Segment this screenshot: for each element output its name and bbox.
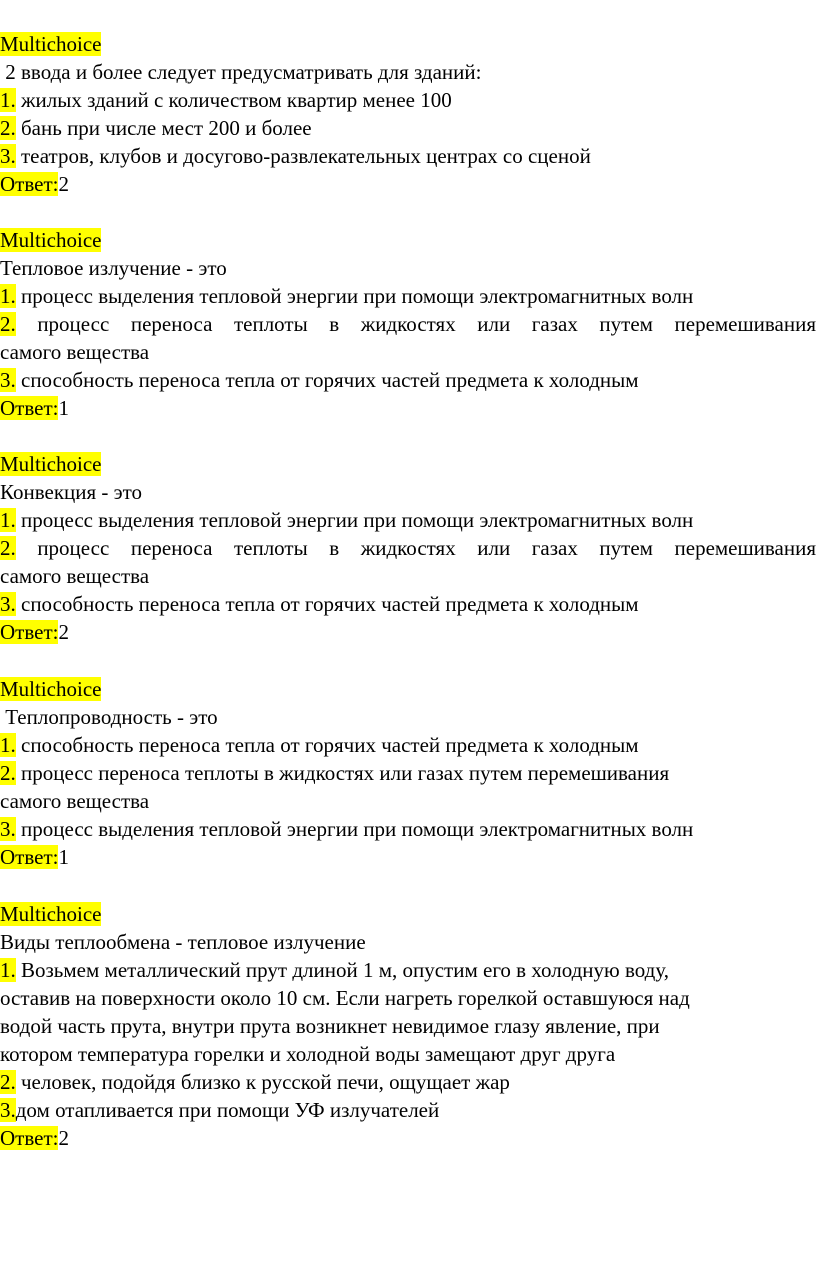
option-3	[0, 366, 816, 394]
answer-value: 2	[58, 1126, 69, 1150]
option-2-continuation: самого вещества	[0, 340, 150, 364]
option-2	[0, 759, 816, 787]
option-1-continuation: водой часть прута, внутри прута возникнет невидимое глазу явление, при	[0, 1014, 660, 1038]
question-type: Multichoice	[0, 902, 102, 926]
option-text: процесс переноса теплоты в жидкостях или газах путем перемешивания	[15, 536, 816, 560]
option-3	[0, 142, 816, 170]
question-block	[0, 226, 816, 422]
option-number: 3.	[0, 817, 16, 841]
option-text: процесс выделения тепловой энергии при помощи электромагнитных волн	[15, 817, 694, 841]
answer-label: Ответ:	[0, 1126, 59, 1150]
option-2-continuation: самого вещества	[0, 564, 150, 588]
option-text: процесс выделения тепловой энергии при помощи электромагнитных волн	[15, 284, 694, 308]
option-2	[0, 534, 816, 562]
option-number: 2.	[0, 116, 16, 140]
option-2	[0, 310, 816, 338]
question-block	[0, 450, 816, 646]
option-number: 2.	[0, 1070, 16, 1094]
option-number: 3.	[0, 144, 16, 168]
option-text: процесс переноса теплоты в жидкостях или газах путем перемешивания	[15, 761, 670, 785]
option-3	[0, 590, 816, 618]
option-number: 1.	[0, 958, 16, 982]
answer-line	[0, 843, 816, 871]
option-text: человек, подойдя близко к русской печи, ощущает жар	[15, 1070, 510, 1094]
option-number: 1.	[0, 508, 16, 532]
option-number: 1.	[0, 284, 16, 308]
question-block	[0, 30, 816, 198]
answer-label: Ответ:	[0, 396, 59, 420]
option-1	[0, 282, 816, 310]
answer-label: Ответ:	[0, 172, 59, 196]
option-number: 1.	[0, 733, 16, 757]
option-1-continuation: оставив на поверхности около 10 см. Если нагреть горелкой оставшуюся над	[0, 986, 690, 1010]
answer-value: 2	[58, 172, 69, 196]
option-text: Возьмем металлический прут длиной 1 м, опустим его в холодную воду,	[15, 958, 669, 982]
option-number: 2.	[0, 312, 16, 336]
question-prompt: 2 ввода и более следует предусматривать для зданий:	[0, 60, 482, 84]
option-text: способность переноса тепла от горячих частей предмета к холодным	[15, 592, 639, 616]
option-1-continuation: котором температура горелки и холодной воды замещают друг друга	[0, 1042, 616, 1066]
option-1	[0, 731, 816, 759]
option-number: 2.	[0, 761, 16, 785]
option-2	[0, 114, 816, 142]
question-type-line	[0, 675, 816, 703]
question-prompt: Теплопроводность - это	[0, 705, 218, 729]
question-type-line	[0, 450, 816, 478]
question-type: Multichoice	[0, 32, 102, 56]
option-text: дом отапливается при помощи УФ излучателей	[15, 1098, 440, 1122]
option-text: жилых зданий с количеством квартир менее 100	[15, 88, 452, 112]
answer-label: Ответ:	[0, 845, 59, 869]
answer-line	[0, 170, 816, 198]
option-number: 3.	[0, 368, 16, 392]
question-block	[0, 900, 816, 1152]
question-prompt: Тепловое излучение - это	[0, 256, 227, 280]
question-prompt: Виды теплообмена - тепловое излучение	[0, 930, 366, 954]
option-2-continuation: самого вещества	[0, 789, 150, 813]
option-text: бань при числе мест 200 и более	[15, 116, 312, 140]
option-1	[0, 86, 816, 114]
option-number: 3.	[0, 1098, 16, 1122]
question-type: Multichoice	[0, 452, 102, 476]
answer-value: 1	[58, 396, 69, 420]
option-1	[0, 956, 816, 984]
option-1	[0, 506, 816, 534]
answer-line	[0, 618, 816, 646]
option-3	[0, 815, 816, 843]
option-2	[0, 1068, 816, 1096]
question-type-line	[0, 30, 816, 58]
option-text: театров, клубов и досугово-развлекательных центрах со сценой	[15, 144, 591, 168]
option-number: 2.	[0, 536, 16, 560]
question-block	[0, 675, 816, 871]
answer-line	[0, 394, 816, 422]
option-number: 3.	[0, 592, 16, 616]
option-3	[0, 1096, 816, 1124]
option-number: 1.	[0, 88, 16, 112]
option-text: процесс выделения тепловой энергии при помощи электромагнитных волн	[15, 508, 694, 532]
question-type: Multichoice	[0, 677, 102, 701]
answer-value: 2	[58, 620, 69, 644]
question-type-line	[0, 900, 816, 928]
option-text: процесс переноса теплоты в жидкостях или газах путем перемешивания	[15, 312, 816, 336]
question-type: Multichoice	[0, 228, 102, 252]
question-type-line	[0, 226, 816, 254]
question-prompt: Конвекция - это	[0, 480, 143, 504]
answer-line	[0, 1124, 816, 1152]
answer-label: Ответ:	[0, 620, 59, 644]
option-text: способность переноса тепла от горячих частей предмета к холодным	[15, 733, 639, 757]
answer-value: 1	[58, 845, 69, 869]
option-text: способность переноса тепла от горячих частей предмета к холодным	[15, 368, 639, 392]
